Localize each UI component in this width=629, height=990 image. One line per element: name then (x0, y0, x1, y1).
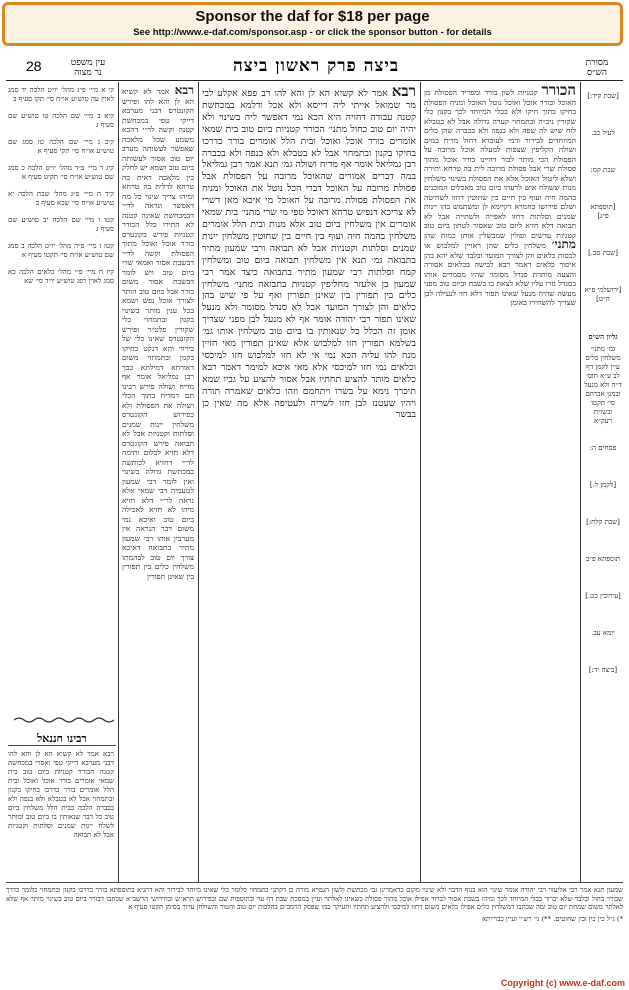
ornament-divider (14, 716, 114, 724)
masoret-ref: יומא עב. (591, 629, 615, 637)
rashi-column (424, 86, 576, 880)
ein-mishpat-entry: קטז ז מיי׳ פ״ה מהל׳ יו״ט הלכה ב סמג שם טוש״ע או״ח סי׳ תקטו סעיף א (8, 242, 114, 259)
ein-mishpat-entry: קי א מיי׳ פ״ג מהל׳ יו״ט הלכה יד סמג לאוין עה טוש״ע או״ח סי׳ תקו סעיף ב (8, 86, 114, 103)
masoret-ref: תוספתא פ״ב (585, 555, 621, 563)
footnote-divider (6, 882, 623, 883)
page-number: 28 (26, 58, 42, 74)
tosafot-text: אמר לא קשיא הא לן והא להו ופירש הקונטרס דבני מערבא דייקי טפי במכחשת קטנה וקשה לר״י דהכא משמע שכל מלאכה שאפשר לעשותה מערב יום טוב אסור לעשותה ביום טוב ושמא יש לחלק בין מלאכה דאית בה טרחא לדלית בה טרחא ומיהו צריך שינוי כל מה דאפשר ונראה לר״י דבמכחשת שאינה קטנה לא התירו כלל הכורר קטניות פירש בקונטרס בורר אוכל ואוכל מתוך הפסולת וקשה לר״י דבשבת אסור ואמאי שרי ביום טוב ויש לומר דבשבת אסור משום בורר אבל ביום טוב הותר לצורך אוכל נפש ושמא בכל ענין מותר בשינוי בקנון ובתמחוי כלי שקורין פלט״ר ופירש הקונטרס שאינו כלי של בירור והא דנקט בחיקו בקנון ובתמחוי משום דאורחא דמילתא בכך רבן גמליאל אומר אף מדיח ושולה פירש רבינו תם דמדיח בתוך הכלי ושולה את הפסולת ולא כפירוש הקונטרס משלחין יינות שמנים וסלתות וקטניות אבל לא תבואה פירש הקונטרס דלא חזיא לכלום ותימה לר״י דחזיא לכותשה במכתשת גדולה בשינוי ואין לומר דבי שמעון לטעמיה דבי שמאי אלא נראה לר״י דלא חזיא מיהו לא חזיא לאכילה ביום טוב ואיכא נמי משום דבר הנראה אין מערבין אותו רבי שמעון מתיר בתבואה דאיכא צורך יום טוב לבהמתו משלחין כלים בין תפורין בין שאינן תפורין (122, 87, 194, 581)
footnote-block (6, 886, 623, 966)
ein-mishpat-column (8, 86, 114, 706)
masoret-ref: [לקמן ל.] (589, 481, 617, 489)
talmud-page (6, 52, 623, 977)
ein-mishpat-entry: קיג ד מיי׳ פ״ד מהל׳ יו״ט הלכה כ סמג שם טוש״ע או״ח סי׳ תקיט סעיף א (8, 164, 114, 181)
footnote-text: שמעון תנא אמר רבי אליעזר רבי יהודה אומר שינוי הוא בגוף הדבר ולא שינוי מקום כדאמרינן גבי מכתשת ולשון הגמרא מורה כן דקתני בתמחוי כלומר כלי שאינו מיוחד לבירור והא דתניא בתוספתא בורר כדרכו בקנון ובתמחוי כלומר כדרך שבורר בחול ובלבד שלא יברור בכלי המיוחד לכך ומיהו בשבת אסור לברור אפילו אוכל מתוך פסולת כשאינו לאלתר ועיין במסכת שבת דף עד ובתוספות שם ובפירוש הרא״ש ובחידושי הרשב״א שכתבו דבורר ביום טוב בשינוי מותר אף שלא לאלתר משום שמחת יום טוב ומה שכתבו דמשלחין כלים אפילו כלאים משום דחזו למיכסי ולהציע תחתיו והעיקר כמו שפסק הרמב״ם בהלכות יום טוב והטור והשולחן ערוך בסימן תקטו סעיף א (6, 886, 623, 911)
masoret-ref: שבת קמ: (590, 166, 616, 174)
masoret-ref: [שבת קלח:] (586, 518, 620, 526)
gilyon-heading: גליון הש״ס (588, 332, 618, 341)
masoret-ref: [ירושלמי פ״א ה״ט] (584, 286, 622, 303)
rashi-opening-word: הכורר (541, 86, 576, 99)
masoret-ref: [שבת סב.] (588, 249, 618, 257)
rabbeinu-chananel-heading: רבינו חננאל (8, 732, 116, 746)
rashi-text: קטניות לשון בורר ומפריד הפסולת מן האוכל ובורר אוכל ואוכל נוטל האוכל ומניח הפסולת בחיקו בתוך חיקו ולא בכלי המיוחד לכך בקנון כלי שקורין ניכ״ה ובתמחוי קערה גדולה אבל לא בטבלא לוח שיש לה שפה ולא בנפה ולא בכברה שהן כלים המיוחדים לבירור ודמי לעובדא דחול מדיח במים ושולה הקליפין שצפות למעלה אוכל מרובה על הפסולת הכי מותר לבור דהיינו בורר אוכל מתוך פסולת שרי אבל פסולת מרובה לית בה טרחא יתירה ושלא ליטול האוכל אלא את הפסולת בשינוי משלחין מנות ששולח איש לרעהו ביום טוב מאכלים המוכנים בהמה חיה ועוף בין חיים בין שחוטין דחזו לשחיטה ושלם פירושו כחמרא דקיימא לן ומשתמש בהו יינות שמנים וסלתות דחזו לאפייה ולשתייה אבל לא תבואה דלא חזיא ליום טוב שאסור לטחון ביום טוב קטניות עדשים ופולין שמבשלין אותן כמות שהן (424, 88, 576, 240)
column-divider (198, 82, 199, 882)
column-divider (420, 82, 421, 882)
ein-mishpat-entry: קיז ח מיי׳ פ״י מהל׳ כלאים הלכה כא סמג לאוין רפג טוש״ע יו״ד סי׳ שא (8, 268, 114, 285)
masoret-ref: [ביצה יד:] (588, 666, 618, 674)
rabbeinu-chananel-text: רבא אמר לא קשיא הא לן והא להו דבני מערבא דייקי טפי ואסרי במכחשת קטנה הכורר קטניות ביום טוב בית שמאי אומרים בורר אוכל ואוכל ובית הלל אומרים בורר כדרכו בחיקו בקנון ובתמחוי אבל לא בטבלא ולא בנפה ולא בכברה הלכה כבית הלל משלחין ביום טוב כל דבר שנאותין בו ביום טוב ומותר לשלח יינות שמנים וסלתות וקטניות אבל לא תבואה (8, 750, 114, 839)
ein-mishpat-entry: קטו ו מיי׳ שם הלכה יב טוש״ע שם סעיף ג (8, 216, 114, 233)
tosafot-column (122, 86, 194, 880)
gemara-text: אמר לא קשיא הא לן והא להו רב פפא אקלע לבי מר שמואל אייתי ליה דייסא ולא אכל ודלמא במכחשת קטנה עבודה דחויה היא הכא נמי דאפשר ליה בשינוי ולא יהיה יום טוב כחול מתני׳ הכורר קטניות ביום טוב בית שמאי אומרים בורר אוכל ואוכל ובית הלל אומרים בורר כדרכו בחיקו בקנון ובתמחוי אבל לא בטבלא ולא בנפה ולא בכברה רבן גמליאל אומר אף מדיח ושולה גמ׳ תנא אמר רבן גמליאל במה דברים אמורים שהאוכל מרובה על הפסולת אבל פסולת מרובה על האוכל דברי הכל נוטל את האוכל ומניח את הפסולת פסולת מרובה על האוכל מי איכא מאן דשרי לא צריכא דנפיש טרחא דאוכל טפי מי שרי מתני׳ בית שמאי אומרים אין משלחין ביום טוב אלא מנות ובית הלל אומרים משלחין בהמה חיה ועוף בין חיים בין שחוטין משלחין יינות שמנים וסלתות וקטניות אבל לא תבואה ורבי שמעון מתיר בתבואה גמ׳ תנא אין משלחין תבואה ביום טוב ומשלחין קמח וסלתות רבי שמעון מתיר בתבואה כיצד אמר רבי שמעון בן אלעזר מחליפין קטניות בתבואה מתני׳ משלחין כלים בין תפורין בין שאינן תפורין ואף על פי שיש בהן כלאים והן לצורך המועד אבל לא סנדל מסומר ולא מנעל שאינו תפור רבי יהודה אומר אף לא מנעל לבן מפני שצריך אומן זה הכלל כל שנאותין בו ביום טוב משלחין אותו גמ׳ בשלמא תפורין חזו למלבוש אלא שאינן תפורין מאי חזיין מנח להו עליה הכא נמי אי לא חזו למלבוש חזו למיכסי וכלאים נמי חזו למיכסי אלא מאי איכא למימר דאמר רבא כלאים מותר להציע תחתיו אבל אסור להציע על גביו שמא תיכרך נימא על בשרו ויתחמם וזהו כלאים שאמרה תורה ויהיו שעטנז לבן חזו לשריה ולעטיפה אלא מה שאין כן בבשר (202, 88, 416, 421)
gemara-column (202, 86, 416, 880)
gilyon-text: גמ׳ מתני׳ משלחין כלים עיין לקמן דף לב ע״א תוס׳ ד״ה ולא מנעל ובמגן אברהם סי׳ תקטו ובשו״ת רעק״א (584, 345, 622, 425)
sponsor-title[interactable]: Sponsor the daf for $18 per page (195, 8, 430, 25)
masoret-ref: [תוספתא פ״ג] (590, 203, 616, 220)
masoret-heading: מסורת הש״ס (585, 58, 609, 78)
masoret-ref: [שבת קיד:] (587, 92, 619, 100)
footnote-note: *) ג״ל כין כין ובין שחוטים. **) גי׳ רש״י ועיין כברייתא (482, 914, 623, 923)
column-divider (580, 82, 581, 882)
masoret-ref: לעיל כב. (591, 129, 615, 137)
sponsor-subtitle[interactable]: See http://www.e-daf.com/sponsor.asp - or click the sponsor button - for details (133, 27, 492, 38)
rashi-mishna-heading: מתני׳ (551, 237, 576, 251)
tosafot-opening-word: רבא (174, 86, 194, 97)
rashi-text-continued: משלחין כלים שהן ראויין למלבוש או לכסות כלאים והן לצורך המועד ובלבד שלא יהא בהן איסור כלאים דאמר רבא לבישה בכלאים אסורה והצעה מותרת סנדל מסומר שהיו מסמרים אותו בסנדל גזרו עליו שלא לצאת בו בשבת וביום טוב מפני מעשה שהיה מנעל שאינו תפור דלא חזי לנעילה לבן שצריך להשחירו באומן (424, 241, 576, 307)
ein-mishpat-entry: קיב ג מיי׳ שם הלכה טז סמג שם טוש״ע או״ח סי׳ תקי סעיף א (8, 138, 114, 155)
ein-mishpat-entry: קיא ב מיי׳ שם הלכה טו טוש״ע שם סעיף ג (8, 112, 114, 129)
masoret-ref: פסחים ה: (589, 444, 617, 452)
gemara-opening-word: רבא (391, 86, 416, 100)
ein-mishpat-entry: קיד ה מיי׳ פ״ג מהל׳ שבת הלכה יא טוש״ע או״ח סי׳ שכא סעיף ב (8, 190, 114, 207)
ein-mishpat-heading: עין משפט נר מצוה (70, 58, 106, 78)
masoret-ref: [עירובין כט.] (585, 592, 621, 600)
page-title: ביצה פרק ראשון ביצה (232, 56, 400, 76)
copyright-link[interactable]: Copyright (c) www.e-daf.com (500, 978, 625, 988)
page-header (6, 56, 623, 81)
column-divider (118, 82, 119, 882)
sponsor-banner[interactable] (2, 2, 623, 46)
masoret-column (584, 86, 622, 880)
